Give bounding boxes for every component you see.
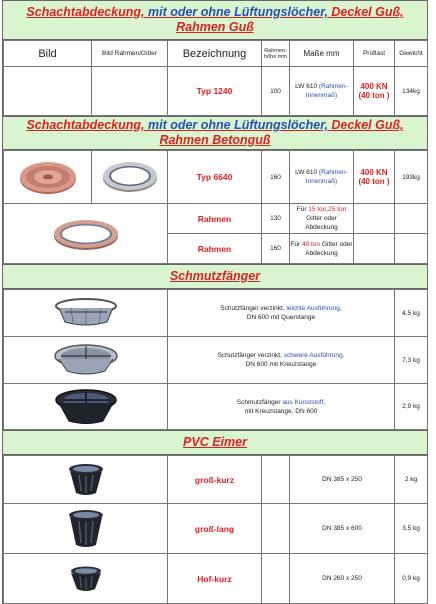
table-row (4, 337, 428, 384)
description: Schmutzfänger aus Kunststoff, mit Kreuzstange, DN 600 (168, 384, 395, 430)
image-cell (4, 67, 92, 116)
bucket-large-short-image (66, 462, 106, 498)
gewicht-value: 2,9 kg (395, 384, 428, 430)
section-title-part: Schachtabdeckung, (26, 5, 145, 19)
gewicht-value: 3,5 kg (395, 504, 428, 554)
table-row (4, 290, 428, 337)
image-cell (92, 67, 168, 116)
pruflast-value: 400 KN (40 ton ) (354, 151, 395, 204)
masse-value: DN 385 x 600 (290, 504, 395, 554)
bucket-yard-short-image (68, 564, 104, 594)
col-header-rahmenhoehe: Rahmen-höhe mm (262, 41, 290, 67)
table-pvc-eimer (3, 455, 428, 604)
masse-value: DN 260 x 250 (290, 554, 395, 604)
pruflast-value: 400 KN (40 ton ) (354, 67, 395, 116)
image-cell (4, 290, 168, 337)
product-sheet (2, 0, 428, 604)
rahmenhoehe-value (262, 554, 290, 604)
rahmenhoehe-value: 160 (262, 234, 290, 264)
rahmenhoehe-value: 160 (262, 151, 290, 204)
gewicht-value: 0,9 kg (395, 554, 428, 604)
gewicht-value: 7,3 kg (395, 337, 428, 384)
col-header-bezeichnung: Bezeichnung (168, 41, 262, 67)
image-cell (4, 151, 92, 204)
product-name: Rahmen (168, 204, 262, 234)
section-header-schmutzfaenger (3, 264, 427, 289)
masse-value: LW 610 (Rahmen-Innenmaß) (290, 67, 354, 116)
masse-value: Für 40 ton Gitter oder Abdeckung (290, 234, 354, 264)
table-row (4, 151, 428, 204)
col-header-pruflast: Prüflast (354, 41, 395, 67)
image-cell (4, 504, 168, 554)
image-cell (4, 554, 168, 604)
section-header-betonguss (3, 116, 427, 150)
product-name: groß-kurz (168, 456, 262, 504)
table-row (4, 456, 428, 504)
table-guss (3, 40, 428, 116)
plastic-dirt-catcher-image (51, 387, 121, 427)
section-title-part: Deckel Guß, Rahmen Guß (176, 5, 404, 34)
gewicht-value (395, 204, 428, 234)
section-title-part: Schachtabdeckung, (26, 118, 145, 132)
table-row (4, 204, 428, 234)
section-title: PVC Eimer (183, 435, 247, 449)
section-title: Schmutzfänger (169, 269, 261, 283)
rahmenhoehe-value (262, 456, 290, 504)
concrete-frame-image (100, 157, 160, 197)
table-row (4, 384, 428, 430)
col-header-gewicht: Gewicht (395, 41, 428, 67)
gewicht-value (395, 234, 428, 264)
product-name: Typ 1240 (168, 67, 262, 116)
section-title-part: Deckel Guß, Rahmen Betonguß (159, 118, 404, 147)
masse-value: LW 610 (Rahmen-Innenmaß) (290, 151, 354, 204)
table-betonguss (3, 150, 428, 264)
masse-value: DN 385 x 250 (290, 456, 395, 504)
frame-ring-image (46, 214, 126, 254)
image-cell (4, 384, 168, 430)
description: Schutzfänger verzinkt, schwere Ausführung, DN 600 mit Kreuzstange (168, 337, 395, 384)
dirt-catcher-heavy-image (51, 341, 121, 379)
rahmenhoehe-value: 100 (262, 67, 290, 116)
image-cell (4, 204, 168, 264)
section-title-part: mit oder ohne Lüftungslöcher, (147, 118, 328, 132)
masse-value: Für 15 ton,25 ton Gitter oder Abdeckung (290, 204, 354, 234)
table-schmutzfaenger (3, 289, 428, 430)
table-header-row (4, 41, 428, 67)
gewicht-value: 134kg (395, 67, 428, 116)
section-header-pvc-eimer (3, 430, 427, 455)
product-name: groß-lang (168, 504, 262, 554)
rahmenhoehe-value (262, 504, 290, 554)
section-title-part: mit oder ohne Lüftungslöcher, (147, 5, 328, 19)
product-name: Rahmen (168, 234, 262, 264)
dirt-catcher-light-image (51, 296, 121, 330)
col-header-bild-rahmen: Bild Rahmen/Gitter (92, 41, 168, 67)
rahmenhoehe-value: 130 (262, 204, 290, 234)
col-header-bild: Bild (4, 41, 92, 67)
col-header-masse: Maße mm (290, 41, 354, 67)
section-header-guss (3, 0, 427, 40)
product-name: Hof-kurz (168, 554, 262, 604)
image-cell (4, 337, 168, 384)
gewicht-value: 4,5 kg (395, 290, 428, 337)
bucket-large-long-image (66, 508, 106, 550)
table-row (4, 554, 428, 604)
manhole-cover-image (18, 157, 78, 197)
pruflast-value (354, 234, 395, 264)
pruflast-value (354, 204, 395, 234)
gewicht-value: 193kg (395, 151, 428, 204)
product-name: Typ 6640 (168, 151, 262, 204)
table-row (4, 504, 428, 554)
description: Schutzfänger verzinkt, leichte Ausführung, DN 600 mit Querstange (168, 290, 395, 337)
image-cell (92, 151, 168, 204)
table-row (4, 67, 428, 116)
image-cell (4, 456, 168, 504)
gewicht-value: 2 kg (395, 456, 428, 504)
